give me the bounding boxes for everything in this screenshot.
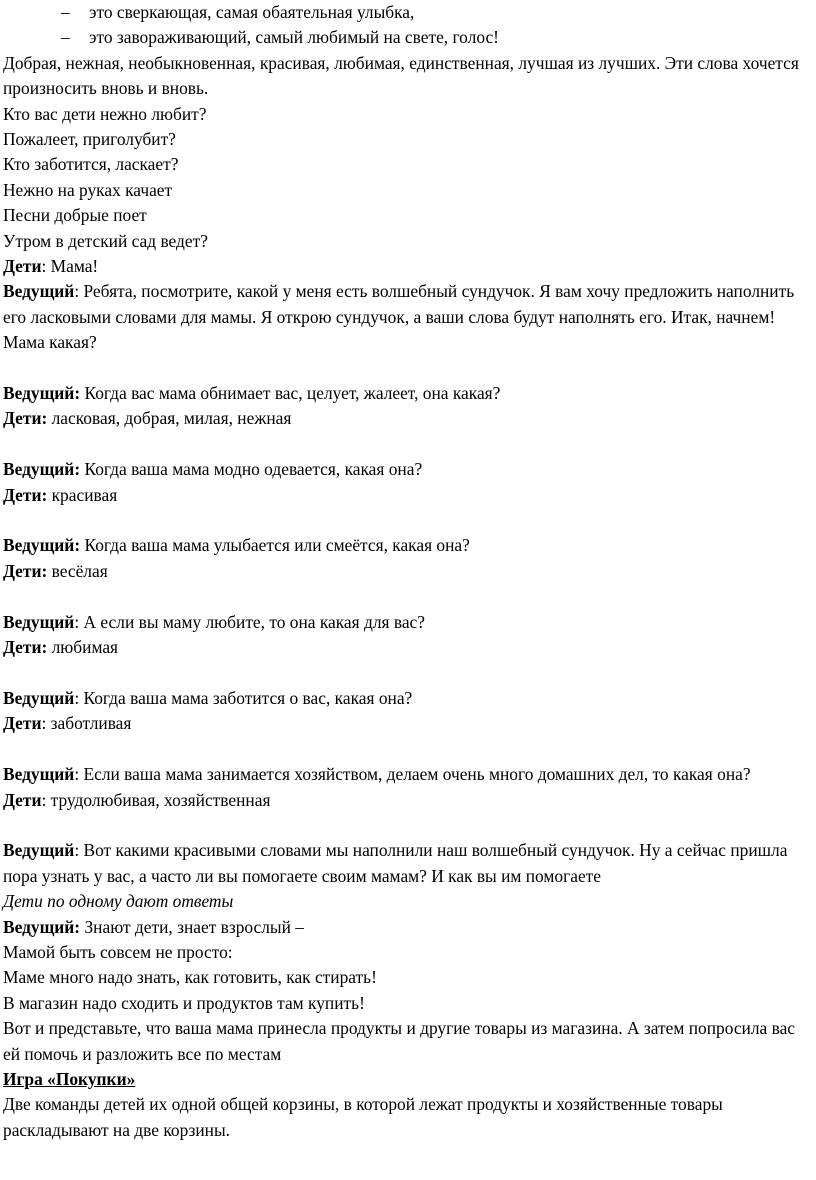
- game-title: Игра «Покупки»: [3, 1068, 136, 1089]
- poem-line: Песни добрые поет: [3, 205, 147, 226]
- speaker-host: Ведущий: [3, 840, 75, 861]
- poem-line: Кто вас дети нежно любит?: [3, 103, 207, 124]
- speaker-kids: Дети: [3, 789, 42, 810]
- host-text: : Если ваша мама занимается хозяйством, делаем очень много домашних дел, то какая она?: [74, 764, 751, 785]
- speaker-kids: Дети: [3, 408, 42, 429]
- kids-text: : трудолюбивая, хозяйственная: [41, 789, 271, 810]
- speaker-host: Ведущий: [3, 281, 75, 302]
- speaker-host: Ведущий: [3, 764, 75, 785]
- kids-answer-text: Дети по одному дают ответы: [3, 891, 234, 912]
- poem-line: Пожалеет, приголубит?: [3, 129, 176, 150]
- kids-text: ласковая, добрая, милая, нежная: [47, 408, 292, 429]
- host-text: Когда ваша мама модно одевается, какая она?: [80, 459, 423, 480]
- host-text: Знают дети, знает взрослый –: [80, 916, 304, 937]
- kids-line: [3, 254, 806, 279]
- bullet-item: [3, 0, 806, 25]
- blank-line: [3, 356, 806, 381]
- intro-paragraph: Добрая, нежная, необыкновенная, красивая, любимая, единственная, лучшая из лучших. Эти слова хочется произносить вновь и вновь.: [3, 52, 799, 99]
- kids-line: [3, 711, 806, 736]
- poem-line: В магазин надо сходить и продуктов там купить!: [3, 992, 365, 1013]
- bullet-dash: –: [61, 2, 70, 22]
- host-line: [3, 279, 806, 355]
- kids-text: весёлая: [47, 560, 108, 581]
- bullet-dash: –: [61, 27, 70, 48]
- host-line: [3, 762, 806, 787]
- speaker-kids: Дети: [3, 637, 42, 658]
- host-text: Когда ваша мама улыбается или смеётся, какая она?: [80, 535, 470, 556]
- speaker-sep: :: [74, 459, 81, 480]
- bullet-item: [3, 25, 806, 50]
- host-text: : А если вы маму любите, то она какая для вас?: [74, 611, 425, 632]
- host-text: : Когда ваша мама заботится о вас, какая она?: [74, 687, 413, 708]
- bullet-text: это завораживающий, самый любимый на свете, голос!: [89, 27, 499, 48]
- game-description: Две команды детей их одной общей корзины, в которой лежат продукты и хозяйственные товары раскладывают на две корзины.: [3, 1094, 723, 1140]
- poem-line: Утром в детский сад ведет?: [3, 230, 208, 251]
- poem-line: Мамой быть совсем не просто:: [3, 941, 233, 962]
- speaker-sep: :: [74, 535, 81, 556]
- kids-text: : Мама!: [41, 256, 99, 277]
- kids-line: [3, 559, 806, 584]
- blank-line: [3, 813, 806, 838]
- kids-line: [3, 483, 806, 508]
- speaker-sep: :: [41, 484, 48, 505]
- speaker-kids: Дети: [3, 484, 42, 505]
- kids-text: : заботливая: [41, 713, 132, 734]
- speaker-sep: :: [41, 637, 48, 658]
- host-line: [3, 457, 806, 482]
- host-line: [3, 686, 806, 711]
- bullet-text: это сверкающая, самая обаятельная улыбка,: [89, 2, 415, 22]
- poem-line: Кто заботится, ласкает?: [3, 154, 179, 175]
- poem-line: Нежно на руках качает: [3, 179, 173, 200]
- speaker-host: Ведущий: [3, 687, 75, 708]
- blank-line: [3, 737, 806, 762]
- speaker-host-label: Ведущий:: [3, 916, 81, 937]
- speaker-sep: :: [41, 408, 48, 429]
- host-line: [3, 915, 806, 940]
- speaker-host: Ведущий: [3, 535, 75, 556]
- speaker-sep: :: [74, 383, 81, 404]
- blank-line: [3, 661, 806, 686]
- host-text: : Ребята, посмотрите, какой у меня есть волшебный сундучок. Я вам хочу предложить наполнить его ласковыми словами для мамы. Я открою сундучок, а ваши слова будут наполнять его. Итак, начнем! Мама какая?: [3, 281, 795, 353]
- kids-text: любимая: [47, 637, 119, 658]
- blank-line: [3, 508, 806, 533]
- speaker-kids: Дети: [3, 256, 42, 277]
- kids-line: [3, 788, 806, 813]
- poem-paragraph: Вот и представьте, что ваша мама принесла продукты и другие товары из магазина. А затем попросила вас ей помочь и разложить все по местам: [3, 1018, 796, 1064]
- kids-line: [3, 635, 806, 660]
- blank-line: [3, 584, 806, 609]
- speaker-sep: :: [41, 560, 48, 581]
- host-text: : Вот какими красивыми словами мы наполнили наш волшебный сундучок. Ну а сейчас пришла пора узнать у вас, а часто ли вы помогаете своим мамам? И как вы им помогаете: [3, 840, 788, 886]
- blank-line: [3, 432, 806, 457]
- speaker-kids: Дети: [3, 713, 42, 734]
- speaker-kids: Дети: [3, 560, 42, 581]
- host-line: [3, 838, 806, 889]
- host-line: [3, 610, 806, 635]
- kids-answer: [3, 889, 806, 914]
- speaker-host: Ведущий: [3, 383, 75, 404]
- host-line: [3, 381, 806, 406]
- host-line: [3, 533, 806, 558]
- host-text: Когда вас мама обнимает вас, целует, жалеет, она какая?: [80, 383, 501, 404]
- poem-line: Маме много надо знать, как готовить, как стирать!: [3, 967, 377, 988]
- kids-text: красивая: [47, 484, 118, 505]
- speaker-host: Ведущий: [3, 459, 75, 480]
- speaker-host: Ведущий: [3, 611, 75, 632]
- kids-line: [3, 406, 806, 431]
